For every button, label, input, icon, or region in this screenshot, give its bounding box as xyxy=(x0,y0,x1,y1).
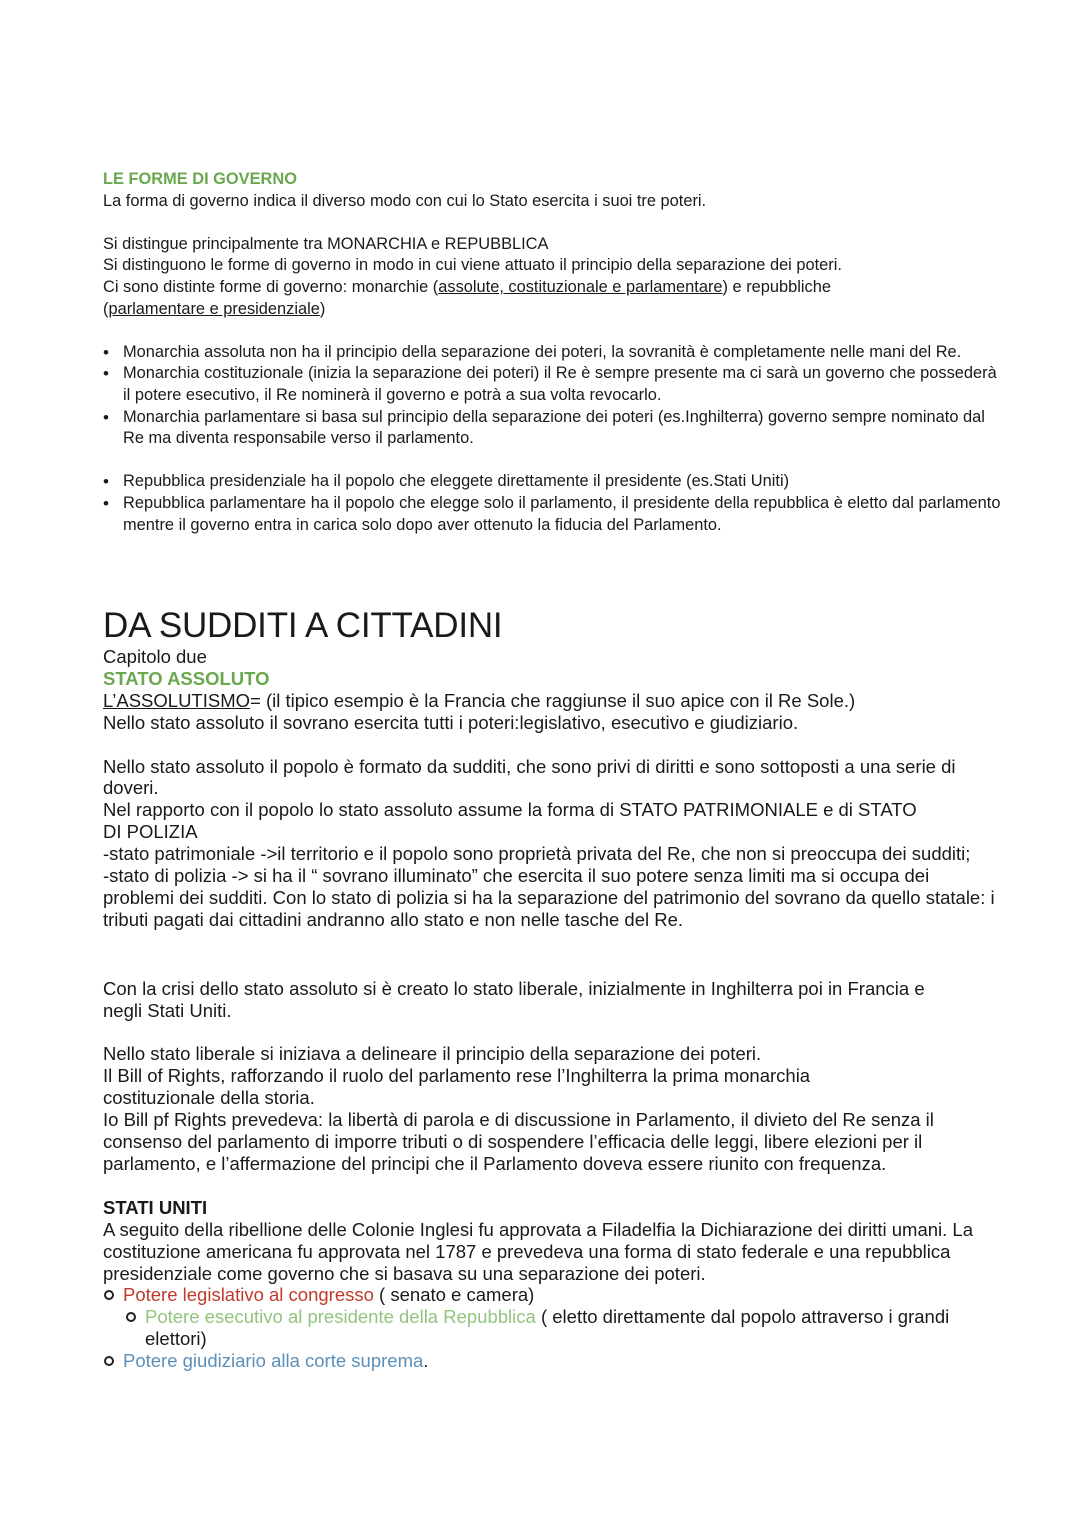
paragraph: -stato di polizia -> si ha il “ sovrano illuminato” che esercita il suo potere senza limiti ma si occupa dei problemi dei sudditi. Con lo stato di polizia si ha la separazione del patrimonio del sovrano da quello statale: i tributi pagati dai cittadini andranno allo stato e non nelle tasche del Re. xyxy=(103,865,995,930)
judiciary-power: Potere giudiziario alla corte suprema xyxy=(123,1350,424,1372)
list-item: Potere esecutivo al presidente della Repubblica ( eletto direttamente dal popolo attraverso i grandi elettori) xyxy=(125,1306,1003,1350)
list-item: • Monarchia costituzionale (inizia la separazione dei poteri) il Re è sempre presente ma ci sarà un governo che possederà il potere esecutivo, il Re nominerà il governo e potrà a sua volta revocarlo. xyxy=(103,363,1003,406)
paragraph: A seguito della ribellione delle Colonie Inglesi fu approvata a Filadelfia la Dichiarazione dei diritti umani. La costituzione americana fu approvata nel 1787 e prevedeva una forma di stato federale e una repubblica presidenziale come governo che si basava su una separazione dei poteri. xyxy=(103,1218,974,1284)
underlined-text: assolute, costituzionale e parlamentare xyxy=(438,277,723,296)
chapter-label: Capitolo due xyxy=(103,646,207,667)
list-item: • Monarchia assoluta non ha il principio della separazione dei poteri, la sovranità è completamente nelle mani del Re. xyxy=(103,342,1003,364)
paragraph: Il Bill of Rights, rafforzando il ruolo del parlamento rese l’Inghilterra la prima monarchia costituzionale della storia. xyxy=(103,1065,811,1109)
subjects-to-citizens-section xyxy=(103,646,1003,1372)
monarchy-list xyxy=(103,342,1003,450)
section-heading: LE FORME DI GOVERNO xyxy=(103,170,297,188)
republic-list xyxy=(103,471,1003,536)
paragraph: Nello stato liberale si iniziava a delineare il principio della separazione dei poteri. xyxy=(103,1043,762,1065)
executive-power: Potere esecutivo al presidente della Repubblica xyxy=(145,1306,536,1328)
text-line: Si distinguono le forme di governo in modo in cui viene attuato il principio della separazione dei poteri. xyxy=(103,256,842,275)
section-subheading: STATI UNITI xyxy=(103,1196,208,1218)
paragraph: Nel rapporto con il popolo lo stato assoluto assume la forma di STATO PATRIMONIALE e di STATO DI POLIZIA xyxy=(103,799,917,843)
list-item: • Monarchia parlamentare si basa sul principio della separazione dei poteri (es.Inghilterra) governo sempre nominato dal Re ma diventa responsabile verso il parlamento. xyxy=(103,407,1003,450)
page-title: DA SUDDITI A CITTADINI xyxy=(103,606,503,645)
text-line: (parlamentare e presidenziale) xyxy=(103,299,326,318)
list-item: • Repubblica parlamentare ha il popolo che elegge solo il parlamento, il presidente della repubblica è eletto dal parlamento mentre il governo entra in carica solo dopo aver ottenuto la fiducia del Parlamento. xyxy=(103,493,1003,536)
paragraph: Nello stato assoluto il popolo è formato da sudditi, che sono privi di diritti e sono sottoposti a una serie di doveri. xyxy=(103,755,956,799)
list-item: Potere legislativo al congresso ( senato e camera) xyxy=(103,1284,1003,1306)
text-line: Si distingue principalmente tra MONARCHIA e REPUBBLICA xyxy=(103,234,549,253)
section-subheading: STATO ASSOLUTO xyxy=(103,667,270,689)
legislative-power: Potere legislativo al congresso xyxy=(123,1284,374,1306)
underlined-text: parlamentare e presidenziale xyxy=(108,299,320,318)
paragraph: Nello stato assoluto il sovrano esercita tutti i poteri:legislativo, esecutivo e giudiziario. xyxy=(103,711,799,733)
forms-of-government-section xyxy=(103,169,1003,536)
paragraph: -stato patrimoniale ->il territorio e il popolo sono proprietà privata del Re, che non si preoccupa dei sudditi; xyxy=(103,843,971,865)
paragraph: Io Bill pf Rights prevedeva: la libertà di parola e di discussione in Parlamento, il divieto del Re senza il consenso del parlamento di imporre tributi o di sospendere l’efficacia delle leggi, libere elezioni per il parlamento, e l’affermazione del principi che il Parlamento doveva essere riunito con frequenza. xyxy=(103,1109,934,1174)
text-line: Ci sono distinte forme di governo: monarchie (assolute, costituzionale e parlamentare) e repubbliche xyxy=(103,277,831,296)
underlined-text: L’ASSOLUTISMO xyxy=(103,689,251,711)
paragraph: Con la crisi dello stato assoluto si è creato lo stato liberale, inizialmente in Inghilterra poi in Francia e negli Stati Uniti. xyxy=(103,977,925,1021)
intro-paragraph: La forma di governo indica il diverso modo con cui lo Stato esercita i suoi tre poteri. xyxy=(103,191,707,210)
list-item: Potere giudiziario alla corte suprema. xyxy=(103,1350,1003,1372)
text-line: L’ASSOLUTISMO= (il tipico esempio è la Francia che raggiunse il suo apice con il Re Sole.) xyxy=(103,689,856,711)
list-item: • Repubblica presidenziale ha il popolo che eleggete direttamente il presidente (es.Stati Uniti) xyxy=(103,471,1003,493)
